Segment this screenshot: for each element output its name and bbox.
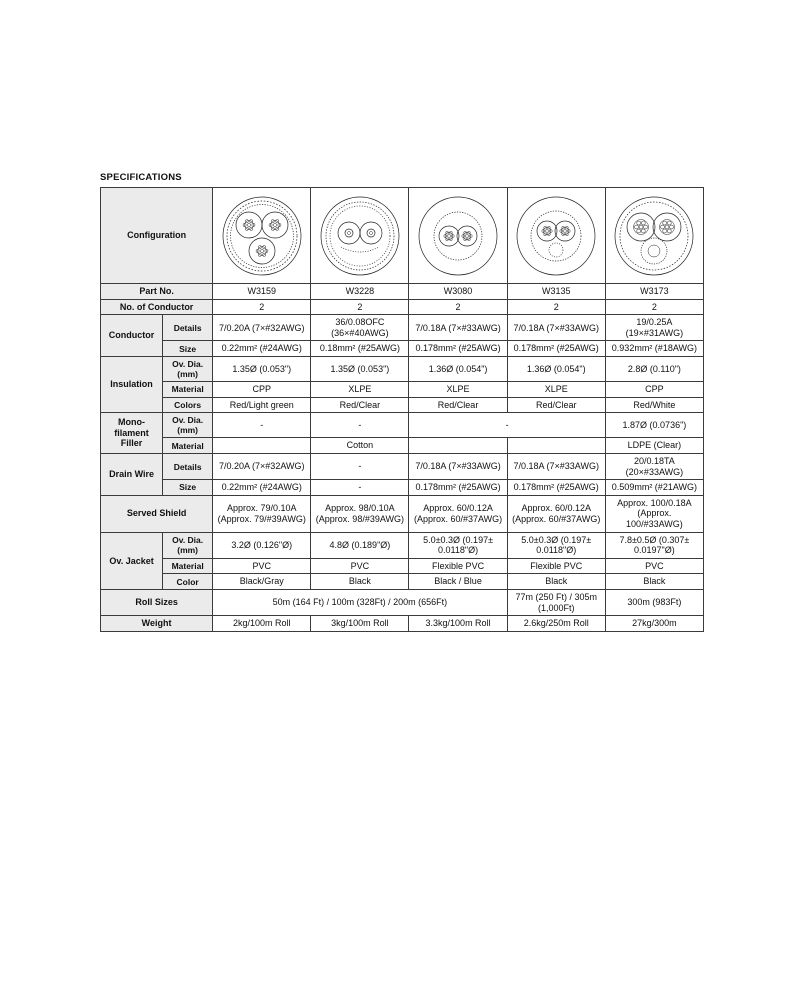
cell-jacket-color-2: Black xyxy=(311,574,409,590)
row-label-insulation: Insulation xyxy=(101,357,163,413)
row-label-conductor: Conductor xyxy=(101,315,163,357)
cell-drain-details-2: - xyxy=(311,453,409,479)
cable-cross-section-twin-large-icon xyxy=(611,193,697,279)
cell-filler-material-5: LDPE (Clear) xyxy=(605,438,703,454)
row-label-configuration: Configuration xyxy=(101,188,213,284)
cell-drain-details-5: 20/0.18TA (20×#33AWG) xyxy=(605,453,703,479)
table-row-part-no xyxy=(101,284,704,300)
specifications-table xyxy=(100,187,704,632)
cell-conductor-size-5: 0.932mm² (#18AWG) xyxy=(605,341,703,357)
cell-insulation-colors-3: Red/Clear xyxy=(409,397,507,413)
cell-conductor-details-5: 19/0.25A (19×#31AWG) xyxy=(605,315,703,341)
cell-jacket-material-5: PVC xyxy=(605,558,703,574)
table-row-insulation-colors xyxy=(101,397,704,413)
cell-no-conductor-3: 2 xyxy=(409,299,507,315)
cell-weight-1: 2kg/100m Roll xyxy=(213,616,311,632)
cell-insulation-ov-dia-2: 1.35Ø (0.053") xyxy=(311,357,409,382)
cell-no-conductor-4: 2 xyxy=(507,299,605,315)
specifications-sheet xyxy=(100,172,704,632)
cell-filler-material-4 xyxy=(507,438,605,454)
cell-jacket-material-1: PVC xyxy=(213,558,311,574)
cell-filler-ov-dia-3-4: - xyxy=(409,413,605,438)
cell-jacket-color-4: Black xyxy=(507,574,605,590)
cell-conductor-size-3: 0.178mm² (#25AWG) xyxy=(409,341,507,357)
sub-label-details: Details xyxy=(163,315,213,341)
table-row-conductor-size xyxy=(101,341,704,357)
cable-cross-section-twin-round-filler-icon xyxy=(513,193,599,279)
cell-roll-sizes-1-2-3: 50m (164 Ft) / 100m (328Ft) / 200m (656Ft) xyxy=(213,590,507,616)
sub-label-ov-dia-jacket: Ov. Dia. (mm) xyxy=(163,532,213,558)
cell-conductor-size-2: 0.18mm² (#25AWG) xyxy=(311,341,409,357)
cell-jacket-ov-dia-5: 7.8±0.5Ø (0.307± 0.0197"Ø) xyxy=(605,532,703,558)
sub-label-ov-dia-filler: Ov. Dia. (mm) xyxy=(163,413,213,438)
cell-filler-ov-dia-2: - xyxy=(311,413,409,438)
sub-label-material: Material xyxy=(163,382,213,398)
cell-jacket-material-4: Flexible PVC xyxy=(507,558,605,574)
sub-label-size-drain: Size xyxy=(163,480,213,496)
cell-configuration-4 xyxy=(507,188,605,284)
cell-jacket-color-3: Black / Blue xyxy=(409,574,507,590)
sub-label-material-jacket: Material xyxy=(163,558,213,574)
cable-cross-section-twin-round-icon xyxy=(415,193,501,279)
cell-drain-details-1: 7/0.20A (7×#32AWG) xyxy=(213,453,311,479)
cell-part-no-3: W3080 xyxy=(409,284,507,300)
cell-insulation-ov-dia-5: 2.8Ø (0.110") xyxy=(605,357,703,382)
cell-filler-material-3 xyxy=(409,438,507,454)
cell-roll-sizes-5: 300m (983Ft) xyxy=(605,590,703,616)
cell-insulation-material-4: XLPE xyxy=(507,382,605,398)
cell-insulation-colors-4: Red/Clear xyxy=(507,397,605,413)
table-row-drain-wire-size xyxy=(101,480,704,496)
table-row-jacket-color xyxy=(101,574,704,590)
cell-insulation-colors-1: Red/Light green xyxy=(213,397,311,413)
cell-served-shield-4: Approx. 60/0.12A (Approx. 60/#37AWG) xyxy=(507,495,605,532)
row-label-served-shield: Served Shield xyxy=(101,495,213,532)
cell-jacket-ov-dia-2: 4.8Ø (0.189"Ø) xyxy=(311,532,409,558)
row-label-drain-wire: Drain Wire xyxy=(101,453,163,495)
cell-insulation-material-1: CPP xyxy=(213,382,311,398)
cell-conductor-details-1: 7/0.20A (7×#32AWG) xyxy=(213,315,311,341)
cell-drain-size-1: 0.22mm² (#24AWG) xyxy=(213,480,311,496)
table-row-insulation-ov-dia xyxy=(101,357,704,382)
cell-no-conductor-1: 2 xyxy=(213,299,311,315)
cell-served-shield-3: Approx. 60/0.12A (Approx. 60/#37AWG) xyxy=(409,495,507,532)
cell-jacket-color-1: Black/Gray xyxy=(213,574,311,590)
cell-weight-5: 27kg/300m xyxy=(605,616,703,632)
table-row-drain-wire-details xyxy=(101,453,704,479)
table-row-roll-sizes xyxy=(101,590,704,616)
sub-label-size: Size xyxy=(163,341,213,357)
cell-weight-2: 3kg/100m Roll xyxy=(311,616,409,632)
sub-label-material-filler: Material xyxy=(163,438,213,454)
cell-weight-4: 2.6kg/250m Roll xyxy=(507,616,605,632)
cell-jacket-ov-dia-1: 3.2Ø (0.126"Ø) xyxy=(213,532,311,558)
table-row-no-of-conductor xyxy=(101,299,704,315)
cell-drain-size-5: 0.509mm² (#21AWG) xyxy=(605,480,703,496)
table-row-jacket-material xyxy=(101,558,704,574)
cell-insulation-material-2: XLPE xyxy=(311,382,409,398)
cell-part-no-1: W3159 xyxy=(213,284,311,300)
table-row-jacket-ov-dia xyxy=(101,532,704,558)
cell-insulation-ov-dia-1: 1.35Ø (0.053") xyxy=(213,357,311,382)
row-label-roll-sizes: Roll Sizes xyxy=(101,590,213,616)
cell-part-no-4: W3135 xyxy=(507,284,605,300)
row-label-weight: Weight xyxy=(101,616,213,632)
cable-cross-section-twin-shielded-icon xyxy=(219,193,305,279)
sub-label-color-jacket: Color xyxy=(163,574,213,590)
cell-drain-details-3: 7/0.18A (7×#33AWG) xyxy=(409,453,507,479)
cell-served-shield-2: Approx. 98/0.10A (Approx. 98/#39AWG) xyxy=(311,495,409,532)
cell-conductor-details-3: 7/0.18A (7×#33AWG) xyxy=(409,315,507,341)
cell-insulation-colors-2: Red/Clear xyxy=(311,397,409,413)
cell-insulation-ov-dia-4: 1.36Ø (0.054") xyxy=(507,357,605,382)
cell-part-no-2: W3228 xyxy=(311,284,409,300)
table-row-filler-material xyxy=(101,438,704,454)
table-row-conductor-details xyxy=(101,315,704,341)
cell-insulation-colors-5: Red/White xyxy=(605,397,703,413)
table-row-weight xyxy=(101,616,704,632)
cell-part-no-5: W3173 xyxy=(605,284,703,300)
sub-label-ov-dia: Ov. Dia. (mm) xyxy=(163,357,213,382)
cell-jacket-material-2: PVC xyxy=(311,558,409,574)
cell-conductor-size-4: 0.178mm² (#25AWG) xyxy=(507,341,605,357)
page-title: SPECIFICATIONS xyxy=(100,172,182,183)
cell-roll-sizes-4: 77m (250 Ft) / 305m (1,000Ft) xyxy=(507,590,605,616)
cell-no-conductor-5: 2 xyxy=(605,299,703,315)
table-row-filler-ov-dia xyxy=(101,413,704,438)
cell-served-shield-5: Approx. 100/0.18A (Approx. 100/#33AWG) xyxy=(605,495,703,532)
cell-configuration-5 xyxy=(605,188,703,284)
cell-filler-material-2: Cotton xyxy=(311,438,409,454)
cable-cross-section-twin-braid-icon xyxy=(317,193,403,279)
sub-label-details-drain: Details xyxy=(163,453,213,479)
cell-insulation-ov-dia-3: 1.36Ø (0.054") xyxy=(409,357,507,382)
cell-configuration-1 xyxy=(213,188,311,284)
cell-drain-size-2: - xyxy=(311,480,409,496)
sub-label-colors: Colors xyxy=(163,397,213,413)
cell-filler-ov-dia-1: - xyxy=(213,413,311,438)
cell-weight-3: 3.3kg/100m Roll xyxy=(409,616,507,632)
row-label-ov-jacket: Ov. Jacket xyxy=(101,532,163,589)
cell-no-conductor-2: 2 xyxy=(311,299,409,315)
cell-conductor-details-2: 36/0.08OFC (36×#40AWG) xyxy=(311,315,409,341)
table-row-served-shield xyxy=(101,495,704,532)
row-label-no-of-conductor: No. of Conductor xyxy=(101,299,213,315)
cell-drain-size-3: 0.178mm² (#25AWG) xyxy=(409,480,507,496)
cell-configuration-2 xyxy=(311,188,409,284)
cell-filler-material-1 xyxy=(213,438,311,454)
cell-jacket-color-5: Black xyxy=(605,574,703,590)
cell-served-shield-1: Approx. 79/0.10A (Approx. 79/#39AWG) xyxy=(213,495,311,532)
cell-conductor-size-1: 0.22mm² (#24AWG) xyxy=(213,341,311,357)
cell-jacket-ov-dia-3: 5.0±0.3Ø (0.197± 0.0118"Ø) xyxy=(409,532,507,558)
cell-configuration-3 xyxy=(409,188,507,284)
cell-conductor-details-4: 7/0.18A (7×#33AWG) xyxy=(507,315,605,341)
cell-drain-size-4: 0.178mm² (#25AWG) xyxy=(507,480,605,496)
cell-jacket-material-3: Flexible PVC xyxy=(409,558,507,574)
row-label-part-no: Part No. xyxy=(101,284,213,300)
cell-insulation-material-3: XLPE xyxy=(409,382,507,398)
table-row-insulation-material xyxy=(101,382,704,398)
table-row-configuration xyxy=(101,188,704,284)
cell-filler-ov-dia-5: 1.87Ø (0.0736") xyxy=(605,413,703,438)
cell-jacket-ov-dia-4: 5.0±0.3Ø (0.197± 0.0118"Ø) xyxy=(507,532,605,558)
cell-insulation-material-5: CPP xyxy=(605,382,703,398)
cell-drain-details-4: 7/0.18A (7×#33AWG) xyxy=(507,453,605,479)
row-label-mono-filament-filler: Mono-filament Filler xyxy=(101,413,163,454)
